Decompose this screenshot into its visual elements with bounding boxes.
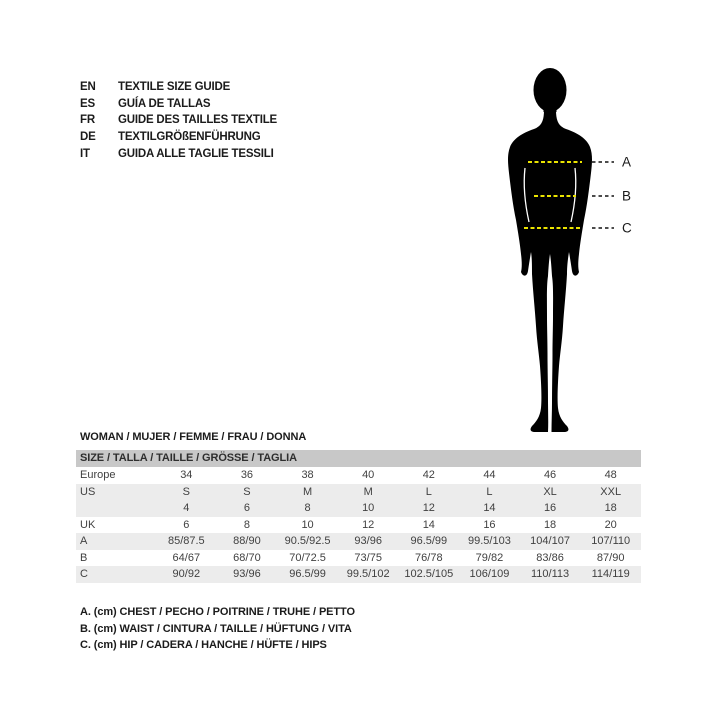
size-cell: 99.5/103 — [468, 535, 511, 547]
size-table — [76, 450, 641, 583]
size-cell: 87/90 — [596, 551, 625, 564]
language-code: FR — [80, 114, 95, 127]
size-cell: 14 — [422, 518, 435, 531]
size-cell: 96.5/99 — [289, 568, 326, 580]
size-table-body — [76, 467, 641, 583]
legend-row: A. (cm) CHEST / PECHO / POITRINE / TRUHE / PETTO — [80, 606, 355, 618]
language-code: IT — [80, 147, 90, 160]
woman-silhouette-diagram — [474, 60, 644, 440]
size-cell: 16 — [483, 518, 496, 531]
size-cell: 14 — [483, 502, 496, 514]
size-cell: 18 — [604, 502, 617, 514]
table-row-a — [76, 533, 641, 550]
size-cell: 12 — [362, 518, 375, 531]
size-cell: 10 — [301, 518, 314, 531]
language-row-en — [80, 79, 277, 96]
legend-row: B. (cm) WAIST / CINTURA / TAILLE / HÜFTUNG / VITA — [80, 622, 352, 635]
legend-row: C. (cm) HIP / CADERA / HANCHE / HÜFTE / HIPS — [80, 639, 327, 651]
size-cell: 85/87.5 — [167, 535, 205, 547]
table-row-us — [76, 484, 641, 501]
table-row-europe — [76, 467, 641, 484]
marker-label-c: C — [622, 220, 632, 236]
table-row-c — [76, 566, 641, 583]
size-cell: 18 — [543, 518, 557, 531]
size-cell: 64/67 — [172, 551, 201, 564]
language-title: TEXTILGRÖßENFÜHRUNG — [118, 131, 261, 144]
size-cell: 83/86 — [536, 551, 564, 564]
size-cell: 70/72.5 — [289, 551, 326, 564]
size-cell: 107/110 — [591, 535, 631, 547]
size-table-header: SIZE / TALLA / TAILLE / GRÖSSE / TAGLIA — [76, 450, 641, 467]
language-title: GUÍA DE TALLAS — [118, 97, 211, 110]
size-cell: L — [425, 485, 432, 498]
table-row-uk — [76, 517, 641, 534]
size-cell: 42 — [422, 469, 435, 481]
size-cell: 34 — [180, 469, 193, 481]
language-title-list — [80, 79, 277, 163]
size-cell: 96.5/99 — [410, 535, 448, 547]
size-cell: 36 — [240, 469, 254, 481]
size-cell: 6 — [183, 518, 190, 531]
size-cell: 93/96 — [354, 535, 382, 547]
size-cell: L — [486, 485, 493, 498]
row-label — [76, 500, 156, 517]
size-cell: 46 — [543, 469, 557, 481]
size-cell: 79/82 — [475, 551, 504, 564]
row-label: C — [80, 568, 88, 580]
size-cell: 8 — [304, 502, 311, 514]
language-row-it — [80, 146, 277, 163]
language-title: TEXTILE SIZE GUIDE — [118, 81, 231, 93]
size-cell: 76/78 — [415, 551, 443, 564]
size-cell: 12 — [422, 502, 435, 514]
size-cell: S — [243, 485, 251, 498]
table-row-b — [76, 550, 641, 567]
size-cell: M — [302, 485, 313, 498]
size-cell: 102.5/105 — [404, 568, 454, 580]
size-cell: 38 — [301, 469, 314, 481]
language-title: GUIDA ALLE TAGLIE TESSILI — [118, 147, 274, 160]
size-cell: 106/109 — [469, 568, 510, 580]
size-cell: 99.5/102 — [346, 568, 390, 580]
body-measurement-figure — [474, 60, 644, 440]
row-label: US — [80, 485, 96, 498]
size-cell: 6 — [243, 502, 250, 514]
size-cell: 93/96 — [233, 568, 261, 580]
gender-heading: WOMAN / MUJER / FEMME / FRAU / DONNA — [80, 431, 307, 443]
marker-label-b: B — [622, 188, 632, 204]
size-cell: 110/113 — [530, 568, 570, 580]
language-title: GUIDE DES TAILLES TEXTILE — [118, 114, 277, 127]
size-cell: 88/90 — [233, 535, 261, 547]
size-cell: 40 — [362, 469, 375, 481]
row-label: B — [80, 551, 88, 564]
language-code: EN — [80, 81, 96, 93]
language-row-de — [80, 129, 277, 146]
table-row-us-numeric — [76, 500, 641, 517]
size-cell: 114/119 — [591, 568, 630, 580]
row-label: Europe — [80, 469, 116, 481]
size-cell: 4 — [183, 502, 190, 514]
size-cell: XXL — [600, 485, 622, 498]
size-cell: 10 — [362, 502, 375, 514]
row-label: UK — [80, 518, 96, 531]
silhouette-neck — [544, 98, 557, 112]
size-cell: 68/70 — [233, 551, 261, 564]
language-code: ES — [80, 97, 95, 110]
size-cell: 90/92 — [172, 568, 201, 580]
size-cell: 16 — [543, 502, 557, 514]
size-cell: 73/75 — [354, 551, 382, 564]
size-cell: 90.5/92.5 — [284, 535, 331, 547]
woman-silhouette — [508, 110, 592, 432]
size-cell: XL — [543, 485, 557, 498]
marker-label-a: A — [622, 154, 632, 170]
size-cell: 44 — [483, 469, 496, 481]
language-row-es — [80, 96, 277, 113]
size-cell: 8 — [243, 518, 250, 531]
size-cell: 20 — [604, 518, 617, 531]
size-cell: S — [182, 485, 190, 498]
language-code: DE — [80, 131, 96, 144]
size-cell: M — [363, 485, 373, 498]
size-cell: 104/107 — [530, 535, 570, 547]
measurement-legend — [80, 604, 355, 654]
row-label: A — [80, 535, 88, 547]
language-row-fr — [80, 112, 277, 129]
size-cell: 48 — [604, 469, 617, 481]
